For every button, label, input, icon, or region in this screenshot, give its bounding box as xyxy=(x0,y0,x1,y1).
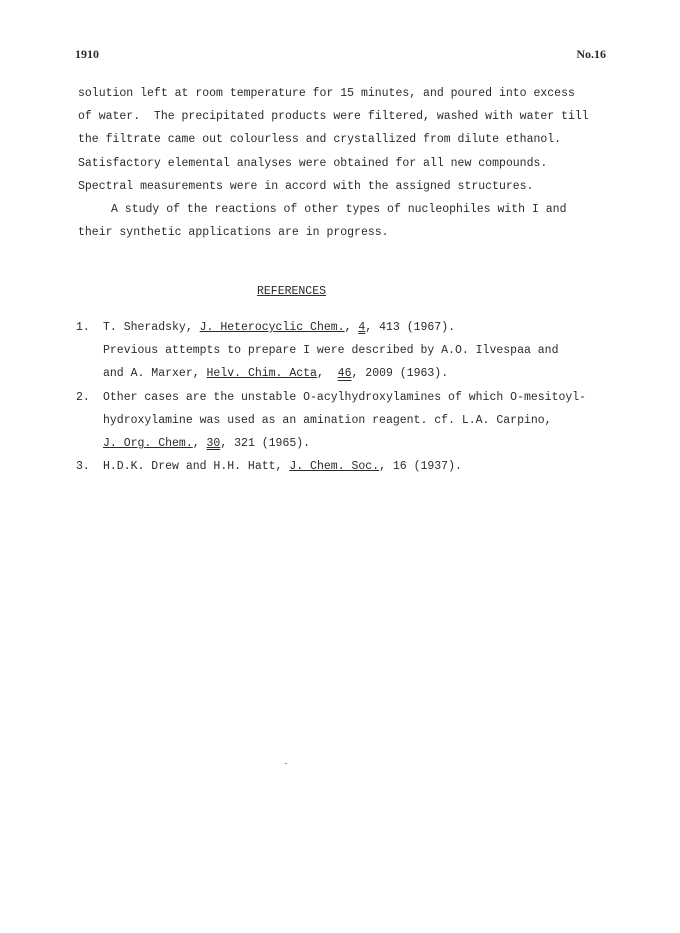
page-number: 1910 xyxy=(75,47,99,61)
ref-text: , xyxy=(192,437,207,451)
reference-number: 3. xyxy=(76,460,90,474)
ref-text: , 16 (1937). xyxy=(379,460,462,474)
ref-text: , xyxy=(344,321,359,334)
scan-speck xyxy=(285,763,287,764)
ref-text: T. Sheradsky, xyxy=(103,321,200,334)
reference-line: Other cases are the unstable O-acylhydroxylamines of which O-mesitoyl- xyxy=(103,390,587,404)
text-line: Spectral measurements were in accord with the assigned structures. xyxy=(78,179,534,193)
text-line: of water. The precipitated products were filtered, washed with water till xyxy=(78,110,589,124)
reference-line: Previous attempts to prepare I were described by A.O. Ilvespaa and xyxy=(103,344,559,358)
ref-text: and A. Marxer, xyxy=(103,367,207,381)
reference-line xyxy=(103,455,616,478)
reference-number: 2. xyxy=(76,390,90,404)
reference-line xyxy=(103,432,616,455)
reference-item xyxy=(76,386,616,456)
journal-name: Helv. Chim. Acta xyxy=(206,367,317,381)
issue-number: No.16 xyxy=(576,47,606,61)
references-heading: REFERENCES xyxy=(256,285,326,298)
text-line: Satisfactory elemental analyses were obtained for all new compounds. xyxy=(78,156,548,170)
journal-name: J. Org. Chem. xyxy=(103,437,193,451)
ref-text: , 321 (1965). xyxy=(220,437,311,451)
volume-number: 4 xyxy=(358,321,366,334)
text-line: the filtrate came out colourless and crystallized from dilute ethanol. xyxy=(78,133,562,147)
journal-name: J. Heterocyclic Chem. xyxy=(199,321,345,334)
journal-name: J. Chem. Soc. xyxy=(289,460,380,474)
reference-item xyxy=(76,455,616,478)
ref-text: , 2009 (1963). xyxy=(351,367,449,381)
text-line: their synthetic applications are in progress. xyxy=(78,226,389,240)
volume-number: 30 xyxy=(206,437,221,451)
volume-number: 46 xyxy=(337,367,352,381)
ref-text: H.D.K. Drew and H.H. Hatt, xyxy=(103,460,290,474)
ref-text: , 413 (1967). xyxy=(365,321,455,334)
references-list xyxy=(76,316,616,478)
reference-item xyxy=(76,316,616,386)
body-text xyxy=(78,82,608,244)
text-line: solution left at room temperature for 15 minutes, and poured into excess xyxy=(78,87,575,100)
reference-line: hydroxylamine was used as an amination reagent. cf. L.A. Carpino, xyxy=(103,413,552,427)
reference-number: 1. xyxy=(76,321,90,334)
ref-text: , xyxy=(316,367,338,381)
reference-line xyxy=(103,362,616,385)
reference-line xyxy=(103,316,616,339)
text-line: A study of the reactions of other types of nucleophiles with I and xyxy=(111,203,567,217)
